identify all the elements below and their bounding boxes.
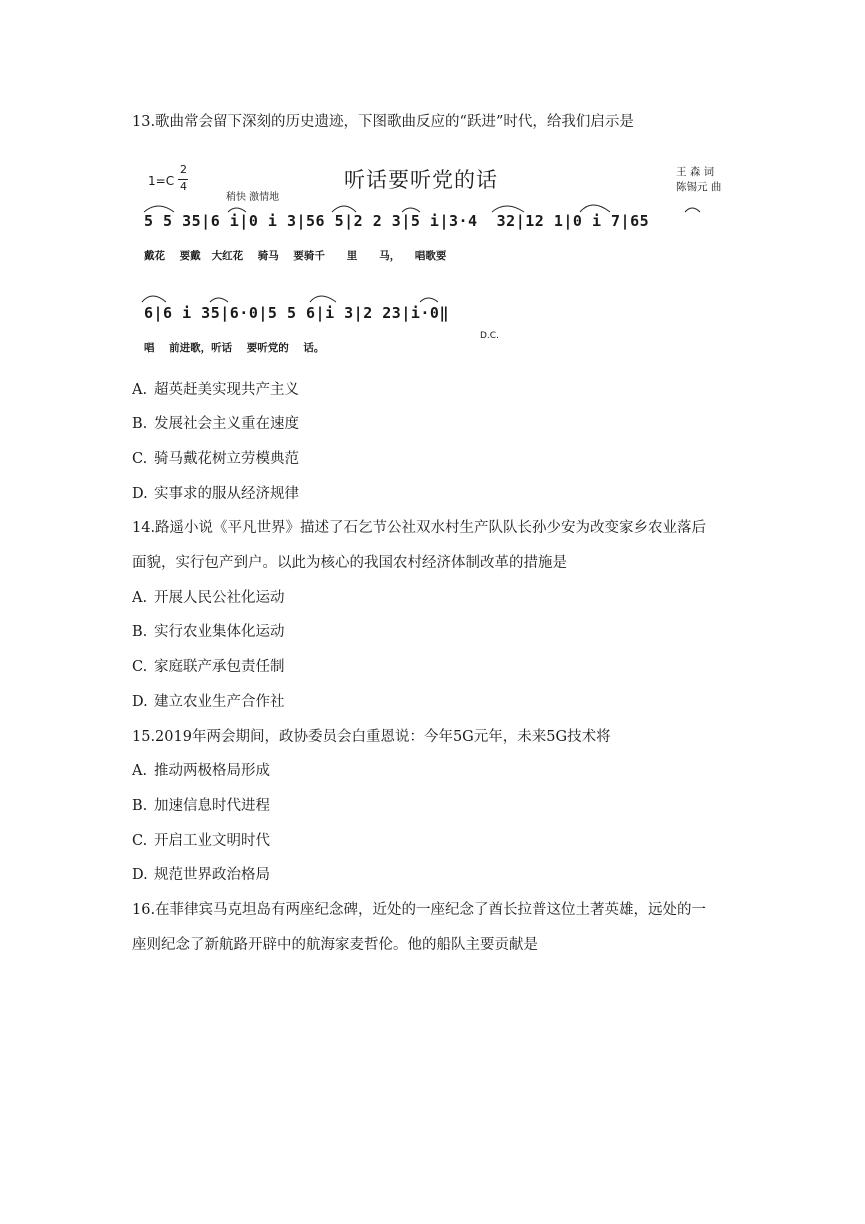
q13-option-d: D. 实事求的服从经济规律 (132, 486, 299, 502)
score-time-top: 2 (180, 163, 187, 176)
q16-stem-line1: 16.在菲律宾马克坦岛有两座纪念碑，近处的一座纪念了酋长拉普这位土著英雄，远处的一 (132, 902, 707, 918)
score-lyrics-row2: 唱 前进歌，听话 要听党的 话。 (144, 342, 325, 354)
score-notes-row2: 6|6 i 35|6·0|5 5 6|i 3|2 23|i·0‖ (144, 304, 449, 322)
q15-option-a: A. 推动两极格局形成 (132, 763, 270, 779)
music-score (140, 158, 740, 358)
score-time-bottom: 4 (180, 180, 187, 193)
q13-option-b: B. 发展社会主义重在速度 (132, 416, 299, 432)
score-key: 1=C (148, 174, 175, 188)
q15-stem: 15.2019年两会期间，政协委员会白重恩说：今年5G元年，未来5G技术将 (132, 729, 611, 745)
q14-option-d: D. 建立农业生产合作社 (132, 694, 285, 710)
q14-stem-line2: 面貌，实行包产到户。以此为核心的我国农村经济体制改革的措施是 (132, 555, 567, 571)
score-composer: 陈锡元 曲 (676, 181, 722, 193)
q15-option-c: C. 开启工业文明时代 (132, 833, 270, 849)
q13-stem: 13.歌曲常会留下深刻的历史遗迹，下图歌曲反应的“跃进”时代，给我们启示是 (132, 114, 634, 130)
q15-option-b: B. 加速信息时代进程 (132, 798, 270, 814)
score-lyrics-row1: 戴花 要戴 大红花 骑马 要骑千 里 马， 唱歌要 (144, 250, 447, 262)
q16-stem-line2: 座则纪念了新航路开辟中的航海家麦哲伦。他的船队主要贡献是 (132, 937, 538, 953)
q14-option-a: A. 开展人民公社化运动 (132, 590, 285, 606)
q15-option-d: D. 规范世界政治格局 (132, 867, 270, 883)
q13-option-a: A. 超英赶美实现共产主义 (132, 382, 299, 398)
q13-option-c: C. 骑马戴花树立劳模典范 (132, 451, 299, 467)
score-title: 听话要听党的话 (344, 168, 498, 192)
q14-stem-line1: 14.路遥小说《平凡世界》描述了石乞节公社双水村生产队队长孙少安为改变家乡农业落后 (132, 520, 707, 536)
slur-arcs-row2 (140, 286, 740, 306)
q14-option-c: C. 家庭联产承包责任制 (132, 659, 285, 675)
score-notes-row1: 5 5 35|6 i|0 i 3|56 5|2 2 3|5 i|3·4 32|12 1|0 i 7|65 (144, 212, 650, 230)
score-dc-mark: D.C. (480, 331, 499, 341)
score-lyricist: 王 森 词 (676, 166, 715, 178)
score-tempo: 稍快 激情地 (226, 192, 280, 203)
q14-option-b: B. 实行农业集体化运动 (132, 624, 285, 640)
